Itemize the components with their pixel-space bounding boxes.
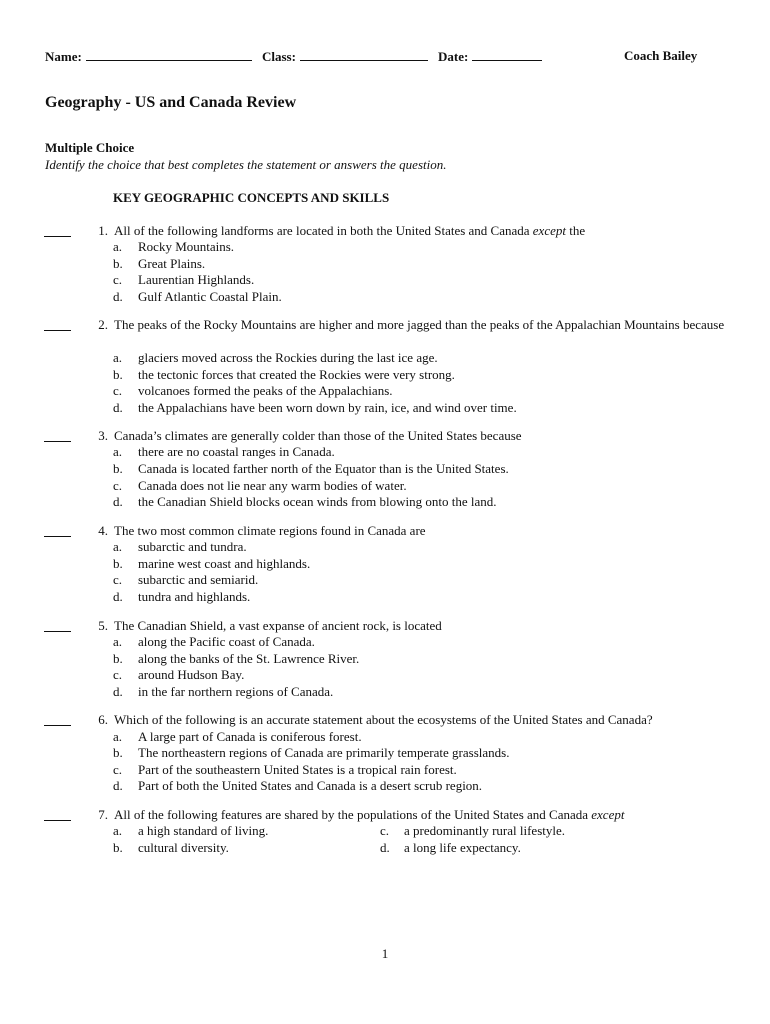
choice-letter: b. [113, 367, 123, 382]
choice-text: the tectonic forces that created the Rockies were very strong. [138, 367, 455, 382]
choice-text: a high standard of living. [138, 823, 269, 838]
choice-letter: c. [113, 572, 123, 587]
class-label: Class: [262, 49, 296, 64]
choice-text: the Appalachians have been worn down by rain, ice, and wind over time. [138, 400, 517, 415]
question-stem: Canada’s climates are generally colder than those of the United States because [114, 428, 522, 443]
choice-text: around Hudson Bay. [138, 667, 245, 682]
choice-letter: a. [113, 729, 123, 744]
choice-text: along the banks of the St. Lawrence River. [138, 651, 360, 666]
choice-text: Gulf Atlantic Coastal Plain. [138, 289, 282, 304]
page-number: 1 [381, 946, 389, 961]
choice-text: cultural diversity. [138, 840, 229, 855]
date-blank[interactable] [472, 48, 542, 61]
choice-letter: d. [113, 494, 123, 509]
answer-blank[interactable] [44, 536, 71, 537]
choice-letter: d. [380, 840, 390, 855]
choice-text: marine west coast and highlands. [138, 556, 311, 571]
question-stem: All of the following landforms are located in both the United States and Canada except the [114, 223, 586, 238]
choice-letter: d. [113, 289, 123, 304]
date-label: Date: [438, 49, 469, 64]
question-number: 7. [98, 807, 108, 822]
choice-text: tundra and highlands. [138, 589, 251, 604]
choice-letter: d. [113, 684, 123, 699]
answer-blank[interactable] [44, 725, 71, 726]
choice-letter: a. [113, 239, 123, 254]
choice-letter: d. [113, 589, 123, 604]
choice-letter: d. [113, 400, 123, 415]
choice-letter: c. [113, 383, 123, 398]
choice-letter: c. [113, 478, 123, 493]
class-field [262, 48, 428, 65]
question-stem: Which of the following is an accurate statement about the ecosystems of the United States and Canada? [114, 712, 653, 727]
choice-text: glaciers moved across the Rockies during the last ice age. [138, 350, 438, 365]
question-stem: The peaks of the Rocky Mountains are higher and more jagged than the peaks of the Appalachian Mountains because [114, 317, 725, 332]
choice-letter: a. [113, 539, 123, 554]
choice-text: Rocky Mountains. [138, 239, 235, 254]
choice-text: there are no coastal ranges in Canada. [138, 444, 335, 459]
choice-letter: a. [113, 634, 123, 649]
choice-text: The northeastern regions of Canada are primarily temperate grasslands. [138, 745, 510, 760]
choice-text: along the Pacific coast of Canada. [138, 634, 315, 649]
name-label: Name: [45, 49, 82, 64]
choice-letter: b. [113, 556, 123, 571]
section-instructions: Identify the choice that best completes the statement or answers the question. [45, 157, 447, 172]
concept-heading: KEY GEOGRAPHIC CONCEPTS AND SKILLS [113, 190, 390, 205]
question-number: 2. [98, 317, 108, 332]
choice-text: a long life expectancy. [404, 840, 521, 855]
choice-text: the Canadian Shield blocks ocean winds from blowing onto the land. [138, 494, 497, 509]
question-number: 5. [98, 618, 108, 633]
question-number: 6. [98, 712, 108, 727]
choice-letter: a. [113, 350, 123, 365]
class-blank[interactable] [300, 48, 428, 61]
choice-letter: d. [113, 778, 123, 793]
choice-text: Part of the southeastern United States is a tropical rain forest. [138, 762, 457, 777]
choice-letter: c. [380, 823, 390, 838]
choice-text: subarctic and semiarid. [138, 572, 259, 587]
name-field [45, 48, 252, 65]
answer-blank[interactable] [44, 236, 71, 237]
choice-text: A large part of Canada is coniferous forest. [138, 729, 362, 744]
choice-letter: a. [113, 823, 123, 838]
choice-text: a predominantly rural lifestyle. [404, 823, 566, 838]
choice-letter: b. [113, 651, 123, 666]
name-blank[interactable] [86, 48, 252, 61]
teacher-name: Coach Bailey [624, 48, 698, 63]
choice-letter: a. [113, 444, 123, 459]
choice-text: Canada does not lie near any warm bodies of water. [138, 478, 407, 493]
choice-text: in the far northern regions of Canada. [138, 684, 334, 699]
answer-blank[interactable] [44, 330, 71, 331]
question-stem: The Canadian Shield, a vast expanse of ancient rock, is located [114, 618, 442, 633]
choice-text: Laurentian Highlands. [138, 272, 255, 287]
answer-blank[interactable] [44, 631, 71, 632]
choice-letter: b. [113, 745, 123, 760]
choice-letter: b. [113, 840, 123, 855]
choice-letter: c. [113, 272, 123, 287]
answer-blank[interactable] [44, 820, 71, 821]
question-number: 1. [98, 223, 108, 238]
question-number: 3. [98, 428, 108, 443]
choice-letter: c. [113, 667, 123, 682]
question-stem: All of the following features are shared by the populations of the United States and Canada except [114, 807, 625, 822]
question-stem: The two most common climate regions found in Canada are [114, 523, 426, 538]
choice-text: subarctic and tundra. [138, 539, 247, 554]
choice-letter: b. [113, 256, 123, 271]
choice-letter: c. [113, 762, 123, 777]
choice-text: volcanoes formed the peaks of the Appalachians. [138, 383, 393, 398]
choice-text: Canada is located farther north of the Equator than is the United States. [138, 461, 509, 476]
answer-blank[interactable] [44, 441, 71, 442]
choice-letter: b. [113, 461, 123, 476]
page-title: Geography - US and Canada Review [45, 94, 297, 111]
choice-text: Part of both the United States and Canada is a desert scrub region. [138, 778, 483, 793]
choice-text: Great Plains. [138, 256, 206, 271]
question-number: 4. [98, 523, 108, 538]
date-field [438, 48, 542, 65]
section-heading: Multiple Choice [45, 140, 135, 155]
